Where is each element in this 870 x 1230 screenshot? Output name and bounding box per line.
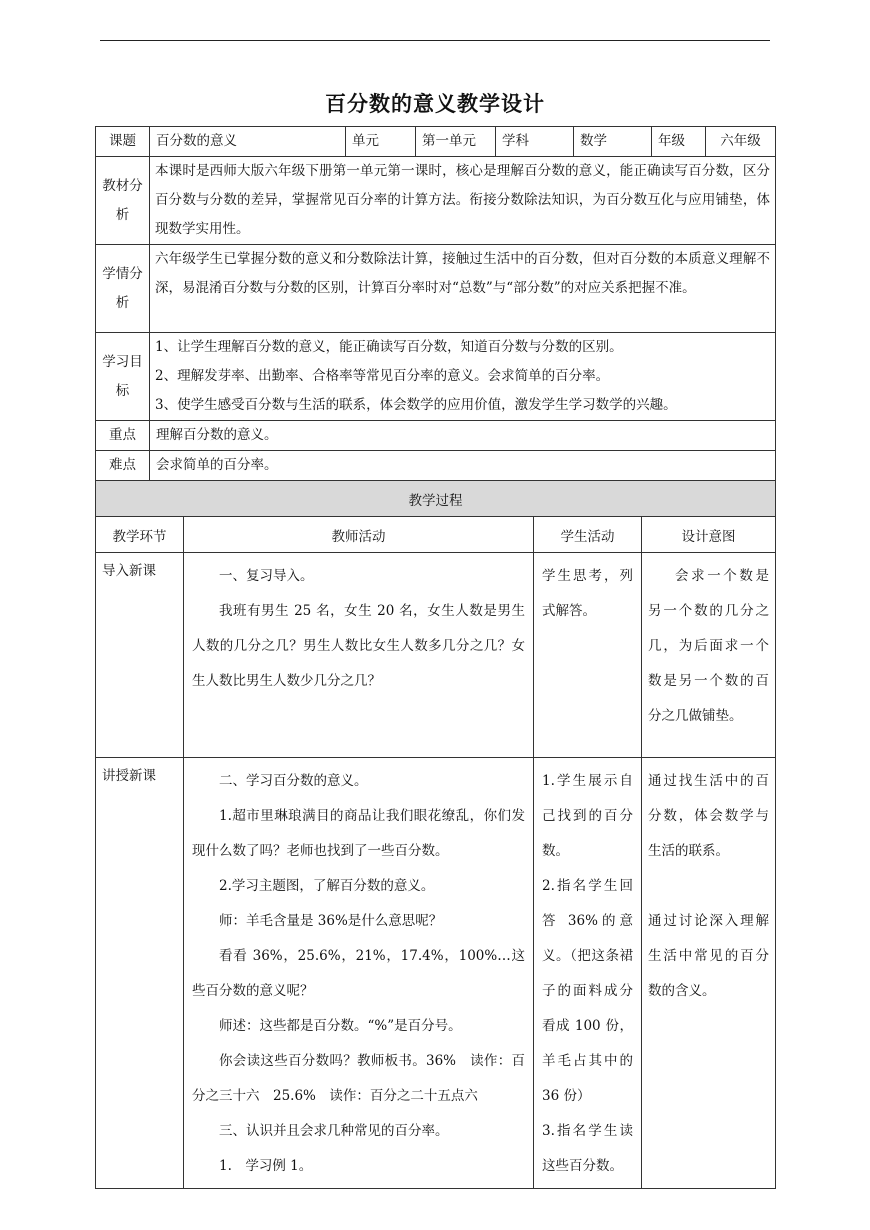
design-intent: 会求一个数是另一个数的几分之几，为后面求一个数是另一个数的百分之几做铺垫。 — [642, 553, 776, 758]
teacher-step: 看看 36%，25.6%，21%，17.4%，100%…这些百分数的意义呢？ — [192, 948, 525, 999]
topic-value: 百分数的意义 — [150, 127, 346, 157]
intent-item: 通过讨论深入理解生活中常见的百分数的含义。 — [648, 913, 769, 999]
unit-value: 第一单元 — [416, 127, 496, 157]
process-title: 教学过程 — [96, 481, 776, 517]
goals-row — [96, 333, 776, 421]
intent-item: 通过找生活中的百分数，体会数学与生活的联系。 — [648, 773, 769, 859]
grade-label: 年级 — [652, 127, 706, 157]
material-row — [96, 157, 776, 245]
teacher-step: 你会读这些百分数吗？教师板书。36% 读作：百分之三十六 25.6% 读作：百分之二十五点六 — [192, 1053, 525, 1104]
key-label: 重点 — [96, 421, 150, 451]
intent-spacer — [648, 869, 769, 904]
teacher-step: 2.学习主题图，了解百分数的意义。 — [219, 878, 435, 894]
grade-value: 六年级 — [706, 127, 776, 157]
stage-cell: 导入新课 — [96, 553, 184, 758]
teacher-step: 二、学习百分数的意义。 — [219, 773, 368, 789]
unit-label: 单元 — [346, 127, 416, 157]
document-title: 百分数的意义教学设计 — [325, 91, 545, 116]
teacher-step: 师述：这些都是百分数。“%”是百分号。 — [219, 1018, 462, 1034]
teacher-step: 一、复习导入。 — [219, 568, 314, 584]
difficult-text: 会求简单的百分率。 — [150, 451, 776, 481]
lesson-plan-sheet — [95, 126, 775, 1189]
design-intent — [642, 758, 776, 1189]
goal-item: 3、使学生感受百分数与生活的联系，体会数学的应用价值，激发学生学习数学的兴趣。 — [155, 397, 677, 413]
student-text: 六年级学生已掌握分数的意义和分数除法计算，接触过生活中的百分数，但对百分数的本质意义理解不深，易混淆百分数与分数的区别，计算百分率时对“总数”与“部分数”的对应关系把握不准。 — [150, 245, 776, 333]
process-table — [95, 480, 776, 1189]
process-row — [96, 758, 776, 1189]
topic-label: 课题 — [96, 127, 150, 157]
teacher-activity — [184, 553, 534, 758]
column-teacher: 教师活动 — [184, 517, 534, 553]
student-activity — [534, 758, 642, 1189]
info-table — [95, 126, 776, 481]
student-label: 学情分析 — [96, 245, 150, 333]
student-row — [96, 245, 776, 333]
goals-list — [150, 333, 776, 421]
process-row — [96, 553, 776, 758]
student-step: 3.指名学生读这些百分数。 — [542, 1123, 633, 1174]
key-text: 理解百分数的意义。 — [150, 421, 776, 451]
process-column-header — [96, 517, 776, 553]
teacher-step: 三、认识并且会求几种常见的百分率。 — [219, 1123, 449, 1139]
goals-label: 学习目标 — [96, 333, 150, 421]
material-label: 教材分析 — [96, 157, 150, 245]
key-row — [96, 421, 776, 451]
column-intent: 设计意图 — [642, 517, 776, 553]
process-section-head — [96, 481, 776, 517]
subject-value: 数学 — [574, 127, 652, 157]
goal-item: 2、理解发芽率、出勤率、合格率等常见百分率的意义。会求简单的百分率。 — [155, 368, 610, 384]
material-text: 本课时是西师大版六年级下册第一单元第一课时，核心是理解百分数的意义，能正确读写百分数，区分百分数与分数的差异，掌握常见百分率的计算方法。衔接分数除法知识，为百分数互化与应用铺垫，体现数学实用性。 — [150, 157, 776, 245]
column-stage: 教学环节 — [96, 517, 184, 553]
student-step: 1.学生展示自己找到的百分数。 — [542, 773, 633, 859]
subject-label: 学科 — [496, 127, 574, 157]
teacher-activity — [184, 758, 534, 1189]
teacher-step: 师：羊毛含量是 36%是什么意思呢？ — [219, 913, 443, 929]
column-student: 学生活动 — [534, 517, 642, 553]
goal-item: 1、让学生理解百分数的意义，能正确读写百分数，知道百分数与分数的区别。 — [155, 339, 623, 355]
student-step: 2.指名学生回答 36%的意义。（把这条裙子的面料成分看成 100 份，羊毛占其中的 36 份） — [542, 878, 633, 1104]
difficult-row — [96, 451, 776, 481]
difficult-label: 难点 — [96, 451, 150, 481]
teacher-step: 1.超市里琳琅满目的商品让我们眼花缭乱，你们发现什么数了吗？老师也找到了一些百分数。 — [192, 808, 525, 859]
teacher-step: 1. 学习例 1。 — [219, 1158, 313, 1174]
teacher-step: 我班有男生 25 名，女生 20 名，女生人数是男生人数的几分之几？男生人数比女生人数多几分之几？女生人数比男生人数少几分之几？ — [192, 603, 525, 689]
stage-cell: 讲授新课 — [96, 758, 184, 1189]
header-row — [96, 127, 776, 157]
student-activity: 学生思考，列式解答。 — [534, 553, 642, 758]
header-rule — [100, 40, 770, 41]
